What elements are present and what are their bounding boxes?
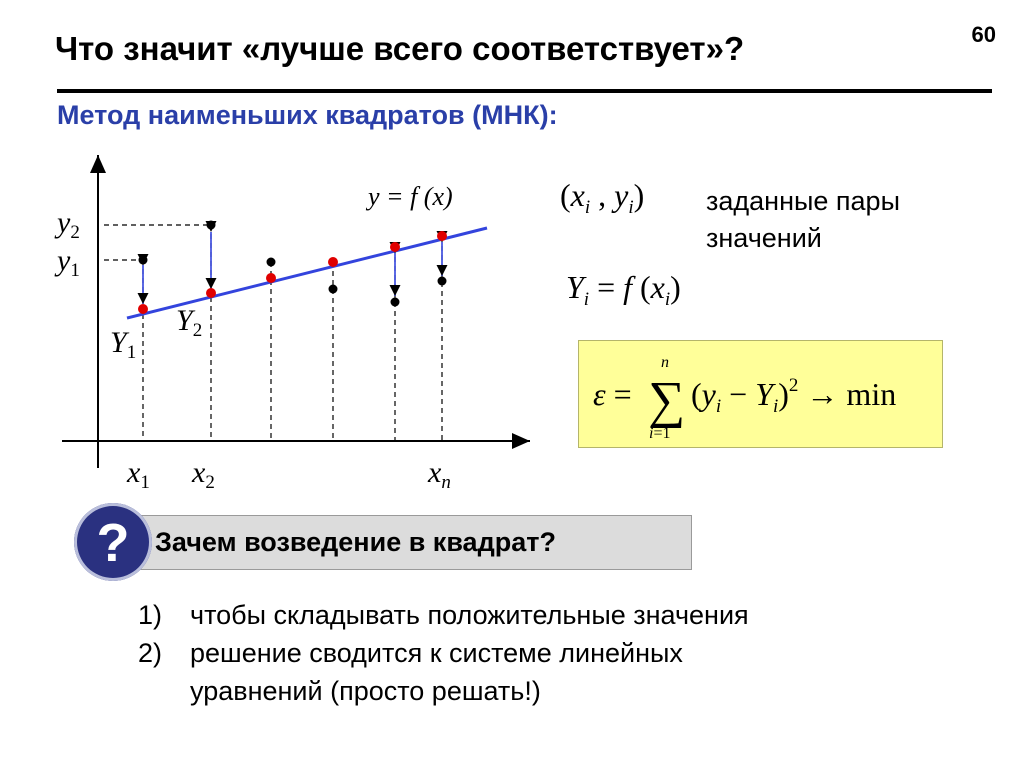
fit-formula: $Y_i = f$ $(x_i)$ [566,269,681,310]
svg-text:n: n [661,354,669,371]
fit-points [138,231,447,314]
slide-subtitle: Метод наименьших квадратов (МНК): [57,100,558,130]
answer-item [138,634,749,672]
answer-continuation: уравнений (просто решать!) [190,676,541,706]
pairs-description [706,183,900,257]
Y1-label: $Y_1$ [110,326,137,363]
slide-number: 60 [971,22,996,47]
svg-text:i=1: i=1 [649,425,671,442]
svg-text:∑: ∑ [648,372,686,429]
error-formula [579,341,942,447]
slide-title: Что значит «лучше всего соответствует»? [55,30,745,67]
data-points [139,221,447,307]
question-text: Зачем возведение в квадрат? [155,527,556,557]
xn-label: $x_n$ [428,456,451,493]
svg-text:(yi − Yi)2 → min: $(y_i - Y_i)^2 \to \min$ [691,375,897,417]
error-formula-box [578,340,943,448]
question-icon-glyph: ? [96,513,130,573]
svg-text:ε =: ε = [593,376,632,412]
question-icon [74,503,152,581]
curve-label: y = f (x) [368,182,453,211]
Y2-label: $Y_2$ [176,304,203,341]
answer-item [138,596,749,634]
answer-number: 1) [138,600,163,630]
answer-text: чтобы складывать положительные значения [190,600,749,630]
answer-number: 2) [138,638,163,668]
pairs-description-line1: заданные пары [706,186,900,216]
y1-label: $y_1$ [57,244,80,281]
answers-list [138,596,749,710]
pairs-description-line2: значений [706,223,822,253]
pairs-notation: ($x_i$ , $y_i$) [560,177,645,218]
x1-label: $x_1$ [127,456,150,493]
x2-label: $x_2$ [192,456,215,493]
answer-text: решение сводится к системе линейных [190,638,683,668]
y2-label: $y_2$ [57,206,80,243]
